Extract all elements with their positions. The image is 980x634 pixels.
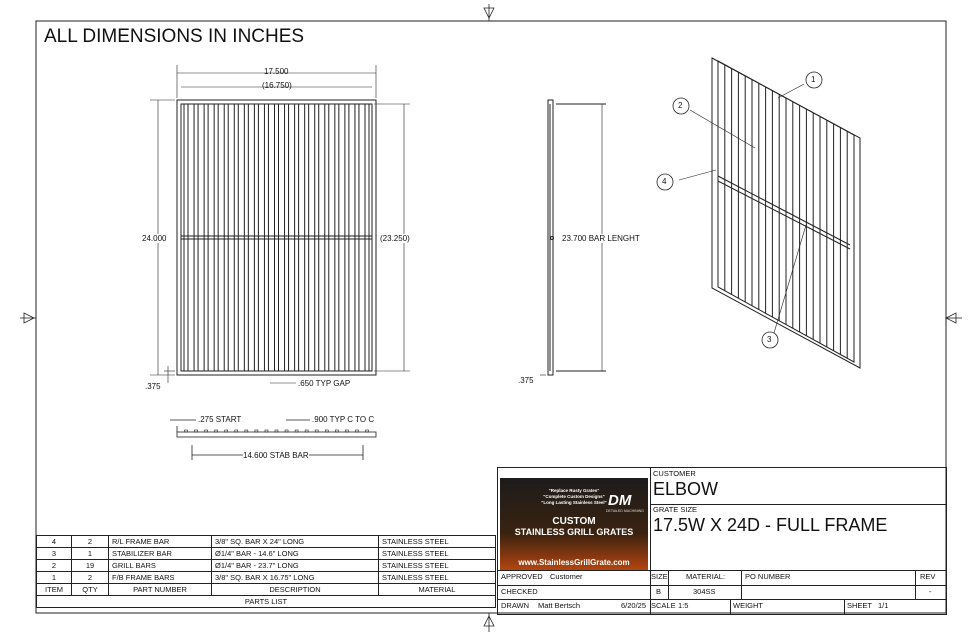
grill-bar [234,104,238,371]
material-cell: STAINLESS STEEL [379,536,496,548]
table-title-row [37,596,496,608]
grate-size-value: 17.5W X 24D - FULL FRAME [653,515,888,535]
logo-tagline-1: "Replace Rusty Grates" [548,488,600,493]
desc-cell: 3/8" SQ. BAR X 16.75" LONG [212,572,379,584]
item-cell: 3 [37,548,72,560]
scale-value: 1:5 [678,601,689,610]
part-cell: STABILIZER BAR [109,548,212,560]
balloon-4: 4 [662,177,667,186]
bar-end [245,430,248,432]
approved-value: Customer [550,572,583,581]
company-logo [500,478,648,570]
sheet-label: SHEET [847,601,873,610]
bar-end [335,430,338,432]
grill-bar [295,104,299,371]
iso-balloons [657,72,822,348]
item-cell: 2 [37,560,72,572]
grill-bar [275,104,279,371]
part-cell: R/L FRAME BAR [109,536,212,548]
material-cell: STAINLESS STEEL [379,560,496,572]
table-row [37,548,496,560]
grill-bar [244,104,248,371]
logo-url: www.StainlessGrillGrate.com [518,558,630,567]
desc-cell: Ø1/4" BAR - 14.6" LONG [212,548,379,560]
grill-bar [285,104,289,371]
grill-bar [345,104,349,371]
dim-side-frame: .375 [518,376,534,385]
grill-bar [264,104,268,371]
header-item: ITEM [37,584,72,596]
balloon-1: 1 [811,75,816,84]
table-row [37,536,496,548]
sheet-value: 1/1 [878,601,889,610]
bar-end [315,430,318,432]
logo-brand: DM [608,492,632,509]
size-label: SIZE [651,572,668,581]
rev-value: - [929,587,932,596]
part-cell: GRILL BARS [109,560,212,572]
grill-bar [254,104,258,371]
logo-brand-sub: DETAILED MACHINING [606,509,644,513]
item-cell: 1 [37,572,72,584]
grill-bar [355,104,359,371]
parts-list-title: PARTS LIST [37,596,496,608]
bar-end [366,430,369,432]
logo-tagline-3: "Long Lasting Stainless Steel" [541,500,607,505]
size-value: B [656,587,662,596]
material-cell: STAINLESS STEEL [379,572,496,584]
qty-cell: 2 [72,536,109,548]
title-block [497,467,947,615]
bar-end [345,430,348,432]
table-row [37,560,496,572]
qty-cell: 19 [72,560,109,572]
customer-label: CUSTOMER [653,469,696,478]
item-cell: 4 [37,536,72,548]
dim-inner-height: (23.250) [380,234,410,243]
bar-end [255,430,258,432]
grill-bar [224,104,228,371]
desc-cell: 3/8" SQ. BAR X 24" LONG [212,536,379,548]
checked-label: CHECKED [501,587,538,596]
customer-value: ELBOW [653,479,719,499]
table-header [37,584,496,596]
drawn-date: 6/20/25 [621,601,647,610]
approved-label: APPROVED [501,572,543,581]
dim-height: 24.000 [142,234,167,243]
desc-cell: Ø1/4" BAR - 23.7" LONG [212,560,379,572]
grate-size-label: GRATE SIZE [653,505,698,514]
bar-end [355,430,358,432]
bar-end [275,430,278,432]
qty-cell: 2 [72,572,109,584]
dim-bar-length: 23.700 BAR LENGHT [562,234,640,243]
grill-bar [325,104,329,371]
isometric-view [712,58,860,368]
balloon-2: 2 [678,101,683,110]
grill-bar [214,104,218,371]
grill-bar [184,104,188,371]
material-value: 304SS [693,587,716,596]
part-cell: F/B FRAME BARS [109,572,212,584]
header-desc: DESCRIPTION [212,584,379,596]
bar-end [295,430,298,432]
iso-leaders [679,84,806,333]
bar-end [235,430,238,432]
weight-label: WEIGHT [733,601,763,610]
front-view-dimensions [150,65,410,383]
dim-stab-bar: 14.600 STAB BAR [243,451,309,460]
material-label: MATERIAL: [686,572,726,581]
grill-bar [315,104,319,371]
dim-spacing: .900 TYP C TO C [312,415,375,424]
bar-end [215,430,218,432]
bar-end [325,430,328,432]
grill-bar [365,104,369,371]
grill-bar [204,104,208,371]
bar-end [305,430,308,432]
material-cell: STAINLESS STEEL [379,548,496,560]
bar-end [185,430,188,432]
parts-list-table [36,535,496,608]
header-part: PART NUMBER [109,584,212,596]
logo-stainless: STAINLESS GRILL GRATES [514,527,634,537]
dim-inner-width: (16.750) [262,81,292,90]
table-row [37,572,496,584]
logo-custom: CUSTOM [552,516,596,527]
dim-frame: .375 [145,382,161,391]
drawn-value: Matt Bertsch [538,601,581,610]
front-view-grate [177,100,376,375]
balloon-3: 3 [767,335,772,344]
bar-end [265,430,268,432]
grill-bar [335,104,339,371]
dim-width: 17.500 [264,67,289,76]
header-qty: QTY [72,584,109,596]
drawn-label: DRAWN [501,601,530,610]
dim-gap: .650 TYP GAP [298,379,351,388]
qty-cell: 1 [72,548,109,560]
bar-end [225,430,228,432]
bar-end [195,430,198,432]
rev-label: REV [920,572,936,581]
bar-end [205,430,208,432]
logo-tagline-2: "Complete Custom Designs" [543,494,605,499]
bar-end [285,430,288,432]
header-material: MATERIAL [379,584,496,596]
grill-bar [194,104,198,371]
po-label: PO NUMBER [745,572,791,581]
dim-start: .275 START [198,415,242,424]
grill-bar [305,104,309,371]
sheet-title: ALL DIMENSIONS IN INCHES [44,26,305,47]
scale-label: SCALE [651,601,676,610]
